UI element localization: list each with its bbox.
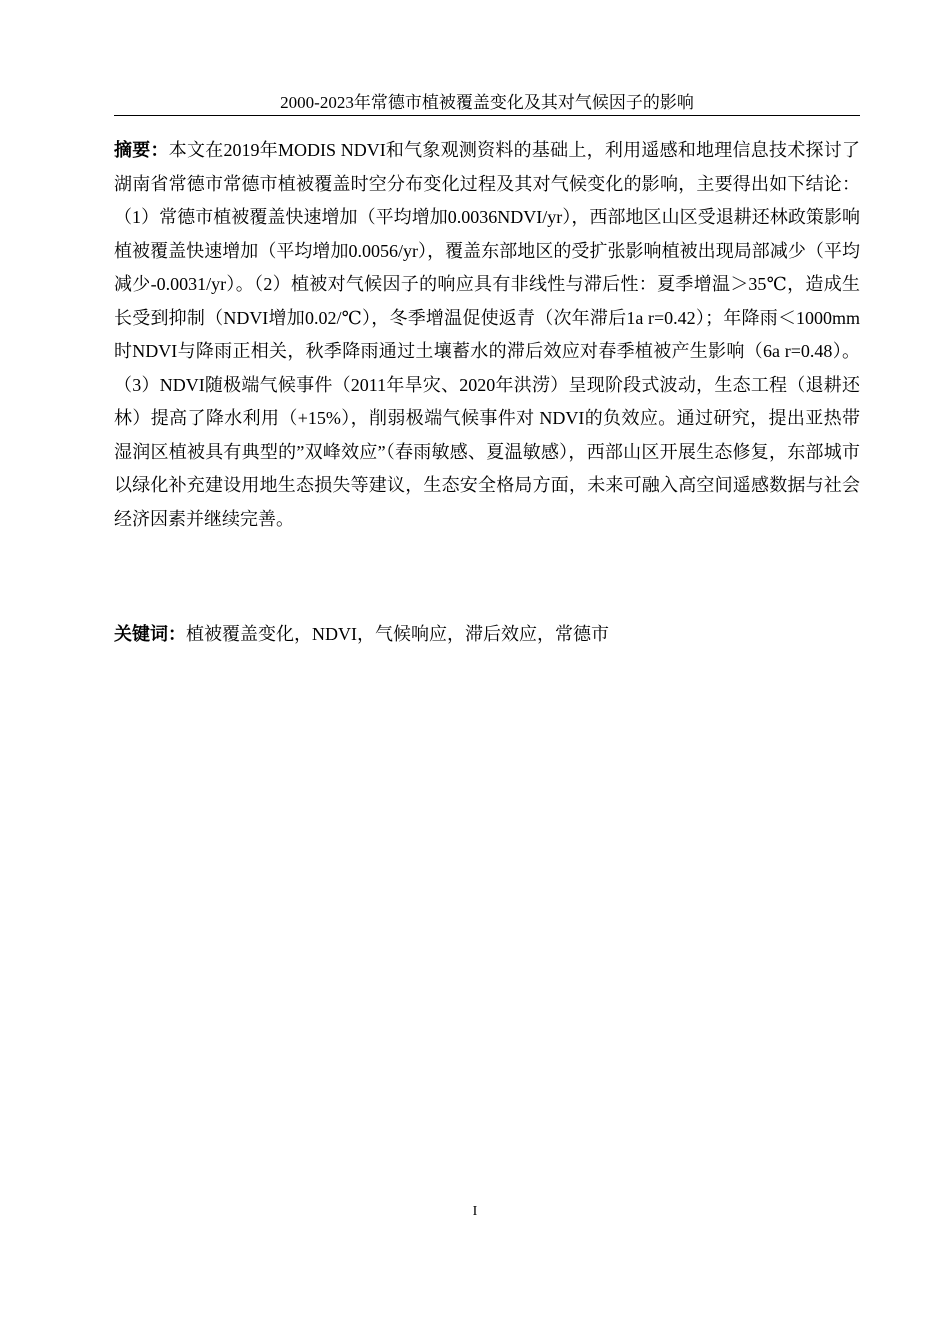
abstract-label: 摘要： (114, 140, 169, 161)
keywords-text: 植被覆盖变化，NDVI，气候响应，滞后效应，常德市 (186, 624, 609, 644)
keywords-section (114, 618, 860, 652)
keywords-label: 关键词： (114, 624, 186, 645)
page-header-title: 2000-2023年常德市植被覆盖变化及其对气候因子的影响 (280, 93, 694, 112)
abstract-section (114, 134, 860, 536)
abstract-paragraph (114, 134, 860, 536)
abstract-text: 本文在2019年MODIS NDVI和气象观测资料的基础上，利用遥感和地理信息技术探讨了湖南省常德市常德市植被覆盖时空分布变化过程及其对气候变化的影响，主要得出如下结论：（1）常德市植被覆盖快速增加（平均增加0.0036NDVI/yr），西部地区山区受退耕还林政策影响植被覆盖快速增加（平均增加0.0056/yr），覆盖东部地区的受扩张影响植被出现局部减少（平均减少-0.0031/yr）。（2）植被对气候因子的响应具有非线性与滞后性：夏季增温＞35℃，造成生长受到抑制（NDVI增加0.02/℃），冬季增温促使返青（次年滞后1a r=0.42）；年降雨＜1000mm时NDVI与降雨正相关，秋季降雨通过土壤蓄水的滞后效应对春季植被产生影响（6a r=0.48）。（3）NDVI随极端气候事件（2011年旱灾、2020年洪涝）呈现阶段式波动，生态工程（退耕还林）提高了降水利用（+15%），削弱极端气候事件对 NDVI的负效应。通过研究，提出亚热带湿润区植被具有典型的”双峰效应”（春雨敏感、夏温敏感），西部山区开展生态修复，东部城市以绿化补充建设用地生态损失等建议，生态安全格局方面，未来可融入高空间遥感数据与社会经济因素并继续完善。 (114, 140, 861, 529)
page-number: I (472, 1204, 478, 1219)
header-divider (114, 115, 860, 116)
